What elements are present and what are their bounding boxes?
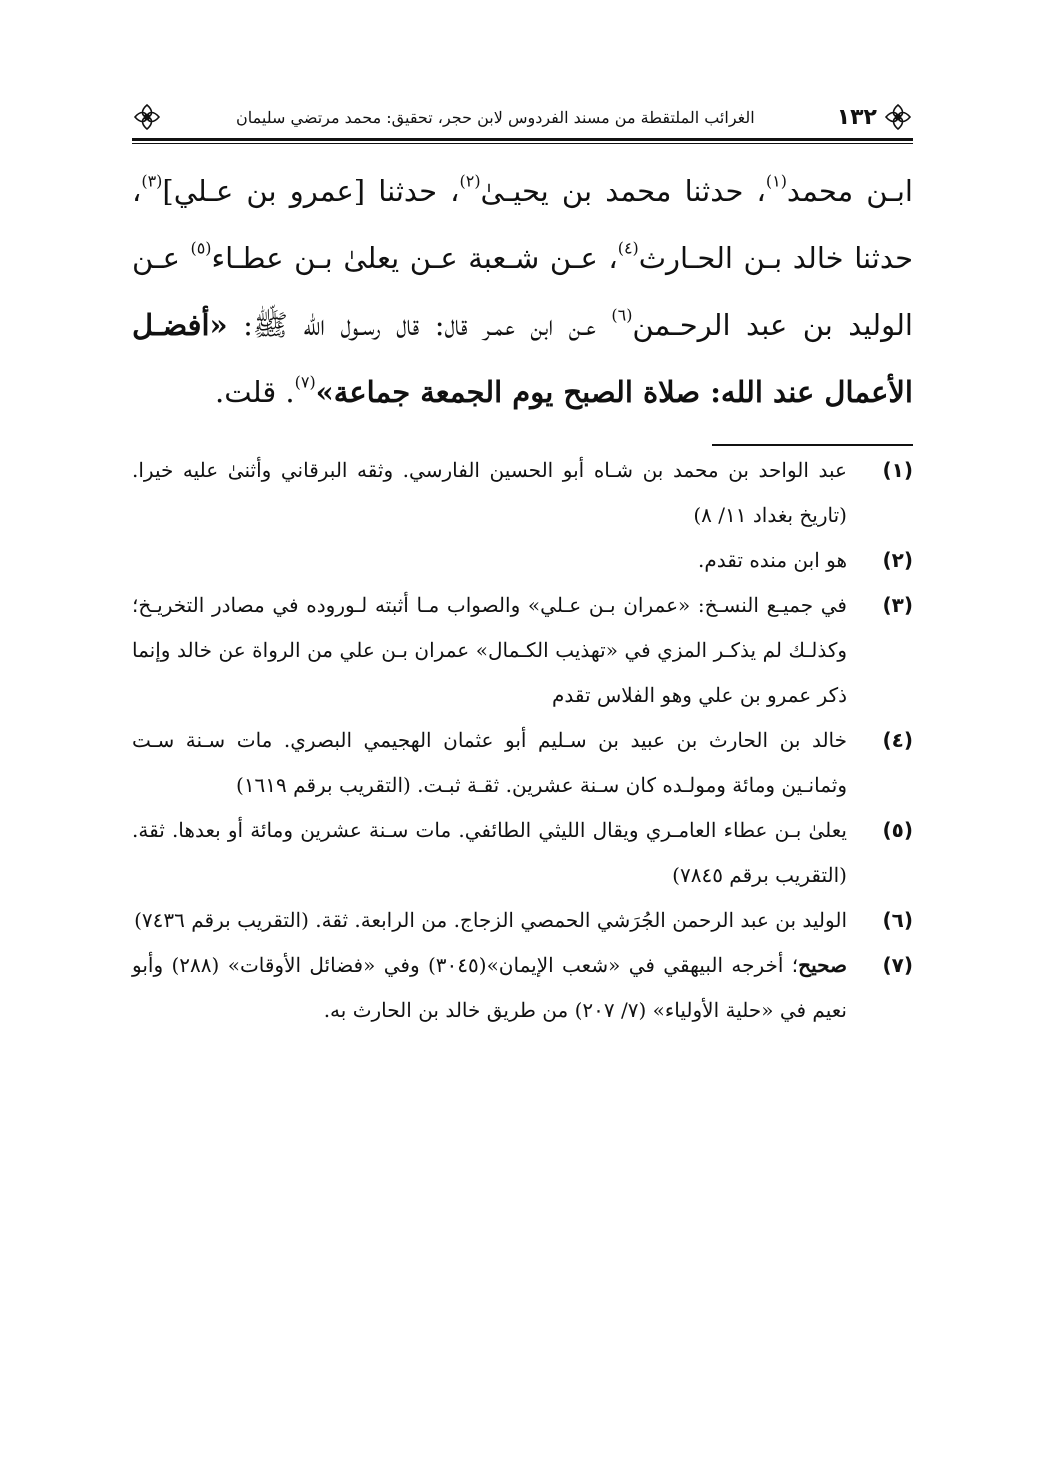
footnote-text [132,943,847,1033]
main-text-segment: عـن الوليد بن عبد الرحـمن [132,241,913,342]
footnote-4 [132,718,913,808]
footnote-text: في جميـع النسـخ: «عمران بـن عـلي» والصواب مـا أثبته لـوروده في مصادر التخريـخ؛ وكذلـك لم يذكـر المزي في «تهذيب الكـمال» عمران بـن علي من الرواة عن خالد وإنما ذكر عمرو بن علي وهو الفلاس تقدم [132,593,847,707]
footnote-text: يعلىٰ بـن عطاء العامـري ويقال الليثي الطائفي. مات سـنة عشرين ومائة أو بعدها. ثقة.(التقريب برقم ٧٨٤٥) [132,818,847,887]
footnotes [132,448,913,1033]
floral-ornament-icon [132,102,162,132]
footnote-number: (٣) [882,593,913,617]
footnote-ref: (٢) [459,171,481,191]
main-text-segment: ، عـن شـعبة عـن يعلىٰ بـن عطـاء [211,241,618,275]
footnote-separator [712,444,913,446]
footnote-6 [132,898,913,943]
footnote-ref: (٣) [141,171,163,191]
footnote-number: (٦) [882,908,913,932]
footnote-number: (٤) [882,728,913,752]
footnote-number: (٧) [882,953,913,977]
footnote-ref: (٤) [617,238,639,258]
main-text-segment: . قلت. [215,375,295,409]
main-text-segment: ، حدثنا محمد بن يحيـىٰ [480,174,766,208]
footnote-number: (٥) [882,818,913,842]
footnote-text-body: ؛ أخرجه البيهقي في «شعب الإيمان»(٣٠٤٥) وفي «فضائل الأوقات» (٢٨٨) وأبو نعيم في «حلية الأولياء» (٧/ ٢٠٧) من طريق خالد بن الحارث به. [132,953,847,1022]
footnote-ref: (١) [765,171,787,191]
main-text-segment: ، حدثنا خالد بـن الحـارث [132,174,913,275]
footnote-7 [132,943,913,1033]
footnote-3 [132,583,913,718]
main-text-segment: عـن ابن عمـر قال: قال رسـول الله ﷺ: [227,308,612,342]
footnote-text: عبد الواحد بن محمد بن شـاه أبو الحسين الفارسي. وثقه البرقاني وأثنىٰ عليه خيرا. (تاريخ بغداد ١١/ ٨) [132,458,847,527]
footnote-2 [132,538,913,583]
footnote-5 [132,808,913,898]
footnote-ref: (٦) [611,305,633,325]
footnote-number: (١) [882,458,913,482]
header-rule [132,138,913,141]
footnote-text: الوليد بن عبد الرحمن الجُرَشي الحمصي الزجاج. من الرابعة. ثقة. (التقريب برقم ٧٤٣٦) [134,908,847,932]
header-rule-thin [132,143,913,144]
footnote-text: خالد بن الحارث بن عبيد بن سـليم أبو عثمان الهجيمي البصري. مات سـنة سـت وثمانـين ومائة ومولـده كان سـنة عشرين. ثقـة ثبـت. (التقريب برقم ١٦١٩) [132,728,847,797]
main-text-segment: ، حدثنا [عمرو بن عـلي] [162,174,460,208]
page-number: ١٣٢ [836,104,877,130]
main-text-segment: ابـن محمد [786,174,913,208]
main-text [132,158,913,426]
hadith-text: «أفضـل الأعمال عند الله: صلاة الصبح يوم الجمعة جماعة» [132,308,913,409]
floral-ornament-icon [883,102,913,132]
running-title: الغرائب الملتقطة من مسند الفردوس لابن حجر، تحقيق: محمد مرتضي سليمان [236,107,755,127]
footnote-ref: (٧) [294,372,316,392]
footnote-text: هو ابن منده تقدم. [698,548,847,572]
footnote-ref: (٥) [190,238,212,258]
footnote-number: (٢) [882,548,913,572]
verdict-label: صحيح [798,953,847,977]
footnote-1 [132,448,913,538]
running-header [132,100,913,134]
